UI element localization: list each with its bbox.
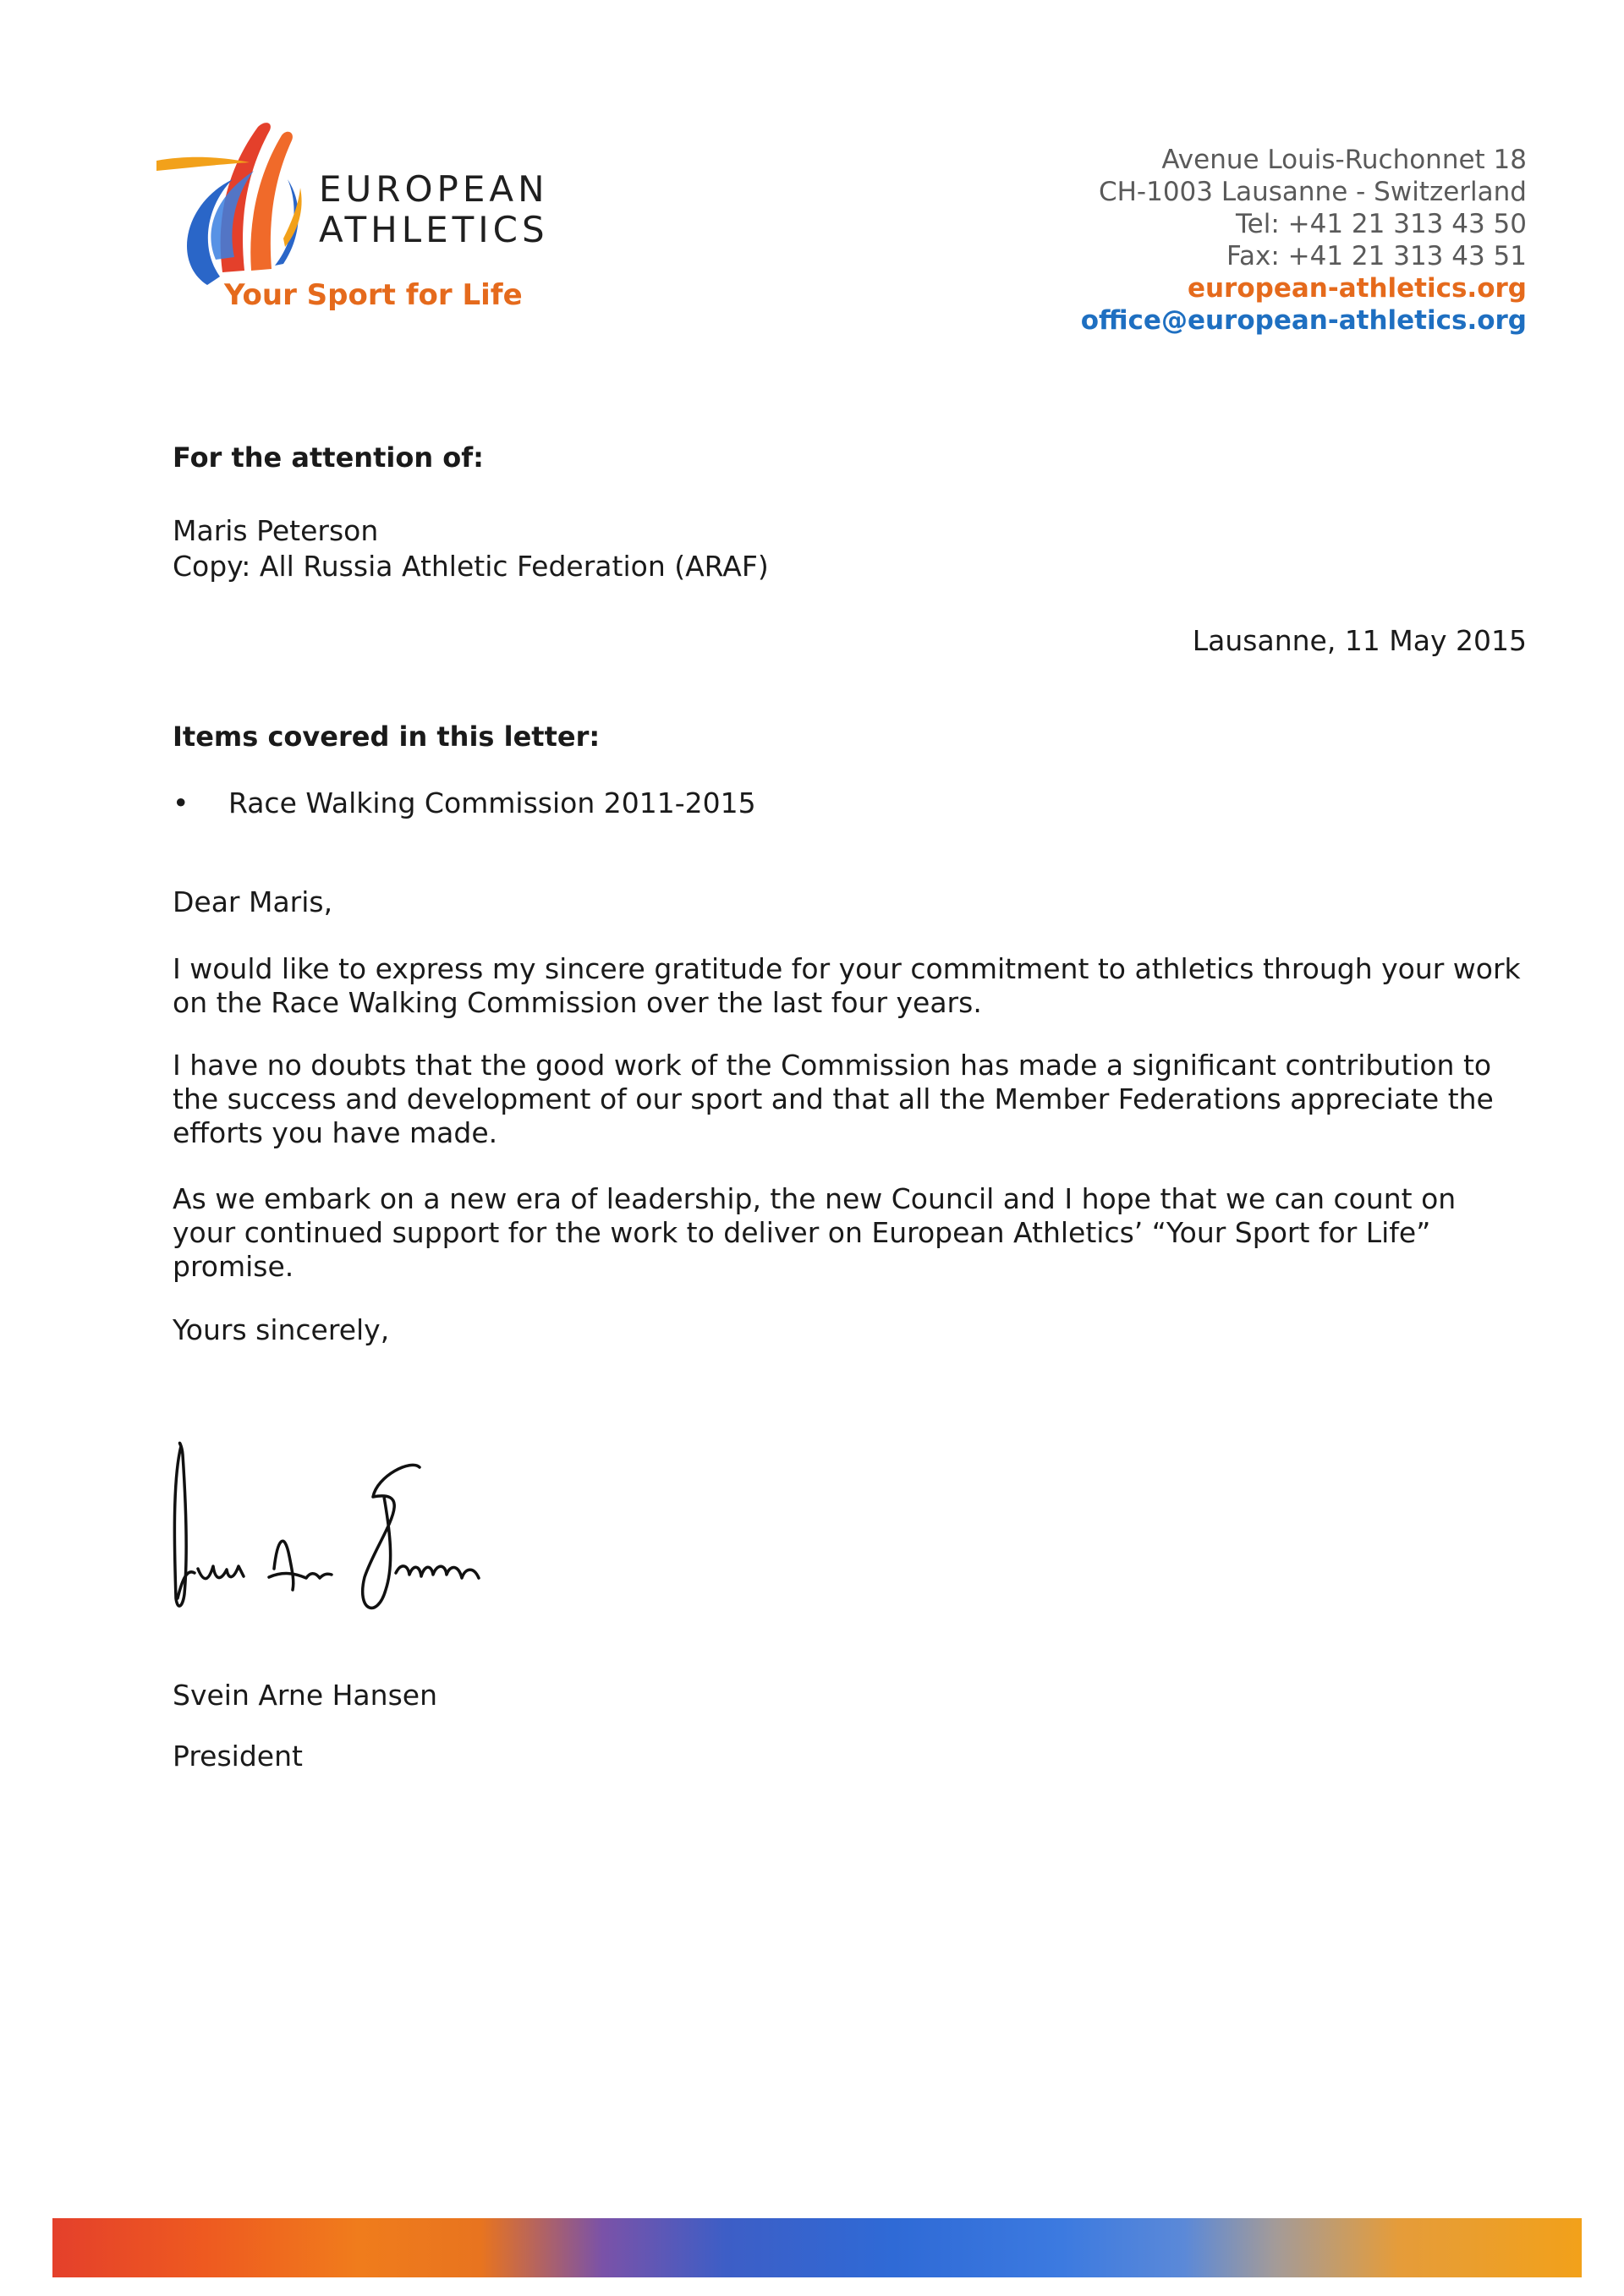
website-link[interactable]: european-athletics.org <box>1187 273 1527 304</box>
handwritten-signature <box>166 1429 546 1641</box>
paragraph-3 <box>173 1182 1526 1284</box>
signatory-title: President <box>173 1740 303 1773</box>
letter-date: Lausanne, 11 May 2015 <box>1192 624 1527 657</box>
paragraph-1 <box>173 952 1526 1020</box>
tagline: Your Sport for Life <box>224 278 523 312</box>
paragraph-line: As we embark on a new era of leadership, the new Council and I hope that we can count on <box>173 1182 1457 1215</box>
address-block <box>1081 144 1527 337</box>
address-street: Avenue Louis-Ruchonnet 18 <box>1161 145 1527 175</box>
phone-number: Tel: +41 21 313 43 50 <box>1236 209 1527 239</box>
paragraph-line: on the Race Walking Commission over the last four years. <box>173 986 982 1019</box>
address-city: CH-1003 Lausanne - Switzerland <box>1098 177 1527 207</box>
copy-recipient: Copy: All Russia Athletic Federation (ARAF) <box>173 550 769 583</box>
bullet-icon: • <box>173 786 189 819</box>
paragraph-2 <box>173 1049 1526 1150</box>
list-item <box>173 786 756 819</box>
paragraph-line: I have no doubts that the good work of the Commission has made a significant contribution to <box>173 1049 1492 1082</box>
organization-name-line1: EUROPEAN <box>319 168 549 210</box>
email-link[interactable]: office@european-athletics.org <box>1080 305 1527 336</box>
attention-heading: For the attention of: <box>173 441 484 474</box>
paragraph-line: I would like to express my sincere gratitude for your commitment to athletics through your work <box>173 952 1521 985</box>
salutation: Dear Maris, <box>173 885 333 918</box>
signatory-name: Svein Arne Hansen <box>173 1679 437 1712</box>
footer-color-bar <box>52 2218 1582 2277</box>
paragraph-line: efforts you have made. <box>173 1116 498 1149</box>
paragraph-line: the success and development of our sport and that all the Member Federations appreciate the <box>173 1082 1494 1115</box>
list-item-text: Race Walking Commission 2011-2015 <box>228 786 756 819</box>
items-heading: Items covered in this letter: <box>173 721 601 753</box>
athletics-logo-icon <box>156 112 309 293</box>
paragraph-line: promise. <box>173 1250 294 1283</box>
organization-name <box>319 169 549 250</box>
paragraph-line: your continued support for the work to deliver on European Athletics’ “Your Sport for Life” <box>173 1216 1431 1249</box>
fax-number: Fax: +41 21 313 43 51 <box>1226 241 1527 271</box>
closing: Yours sincerely, <box>173 1313 390 1346</box>
organization-name-line2: ATHLETICS <box>319 209 549 250</box>
recipient-name: Maris Peterson <box>173 514 379 547</box>
european-athletics-logo <box>156 103 579 323</box>
